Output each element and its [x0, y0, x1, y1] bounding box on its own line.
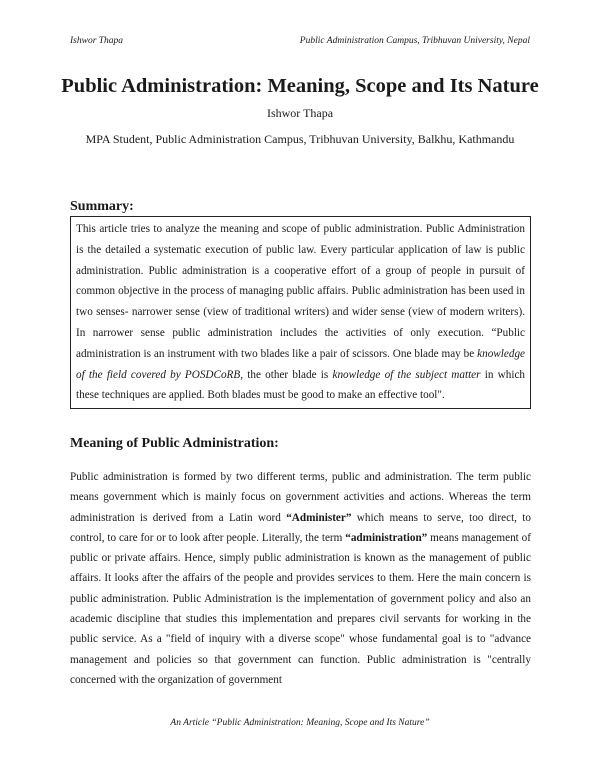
meaning-heading: Meaning of Public Administration: [70, 436, 279, 451]
author-affiliation: MPA Student, Public Administration Campus, Tribhuvan University, Balkhu, Kathmandu [85, 132, 515, 146]
summary-emphasis-2: knowledge of the subject matter [332, 368, 481, 381]
summary-box [70, 216, 531, 409]
paper-title: Public Administration: Meaning, Scope and Its Nature [61, 75, 539, 97]
meaning-text-3: means management of public or private affairs. Hence, simply public administration is known as the management of public affairs. It looks after the affairs of the people and provides services to them. Here the main concern is public administration. Public Administration is the implementation of government policy and also an academic discipline that studies this implementation and prepares civil servants for working in the public service. As a "field of inquiry with a diverse scope" whose fundamental goal is to "advance management and policies so that government can function. Public administration is "centrally concerned with the organization of government [70, 531, 531, 686]
meaning-body [70, 467, 531, 723]
author-name: Ishwor Thapa [266, 106, 334, 120]
page-footer: An Article “Public Administration: Meaning, Scope and Its Nature” [170, 718, 430, 728]
meaning-text-1: Public administration is formed by two different terms, public and administration. The term public means government which is mainly focus on government activities and actions. Whereas the term administration is derived from a Latin word [70, 471, 531, 524]
summary-text-3: in which these techniques are applied. Both blades must be good to make an effective tool". [76, 368, 526, 402]
summary-heading: Summary: [70, 199, 134, 214]
summary-text-2: , the other blade is [240, 368, 333, 381]
summary-paragraph [76, 219, 525, 406]
summary-emphasis-1: knowledge of the field covered by POSDCoRB [76, 347, 525, 381]
meaning-bold-1: “Administer” [286, 511, 352, 524]
header-institution: Public Administration Campus, Tribhuvan University, Nepal [299, 36, 530, 46]
meaning-paragraph [70, 467, 531, 690]
meaning-text-2: which means to serve, too direct, to control, to care for or to look after people. Literally, the term [70, 511, 531, 544]
header-author: Ishwor Thapa [70, 36, 124, 46]
meaning-bold-2: “administration” [345, 531, 428, 544]
running-header [70, 36, 530, 50]
summary-text-1: This article tries to analyze the meaning and scope of public administration. Public Administration is the detailed a systematic execution of public law. Every particular application of law is public administration. Public administration is a cooperative effort of a group of people in pursuit of common objective in the process of managing public affairs. Public administration has been used in two senses- narrower sense (view of traditional writers) and wider sense (view of modern writers). In narrower sense public administration includes the activities of only execution. “Public administration is an instrument with two blades like a pair of scissors. One blade may be [76, 223, 525, 360]
